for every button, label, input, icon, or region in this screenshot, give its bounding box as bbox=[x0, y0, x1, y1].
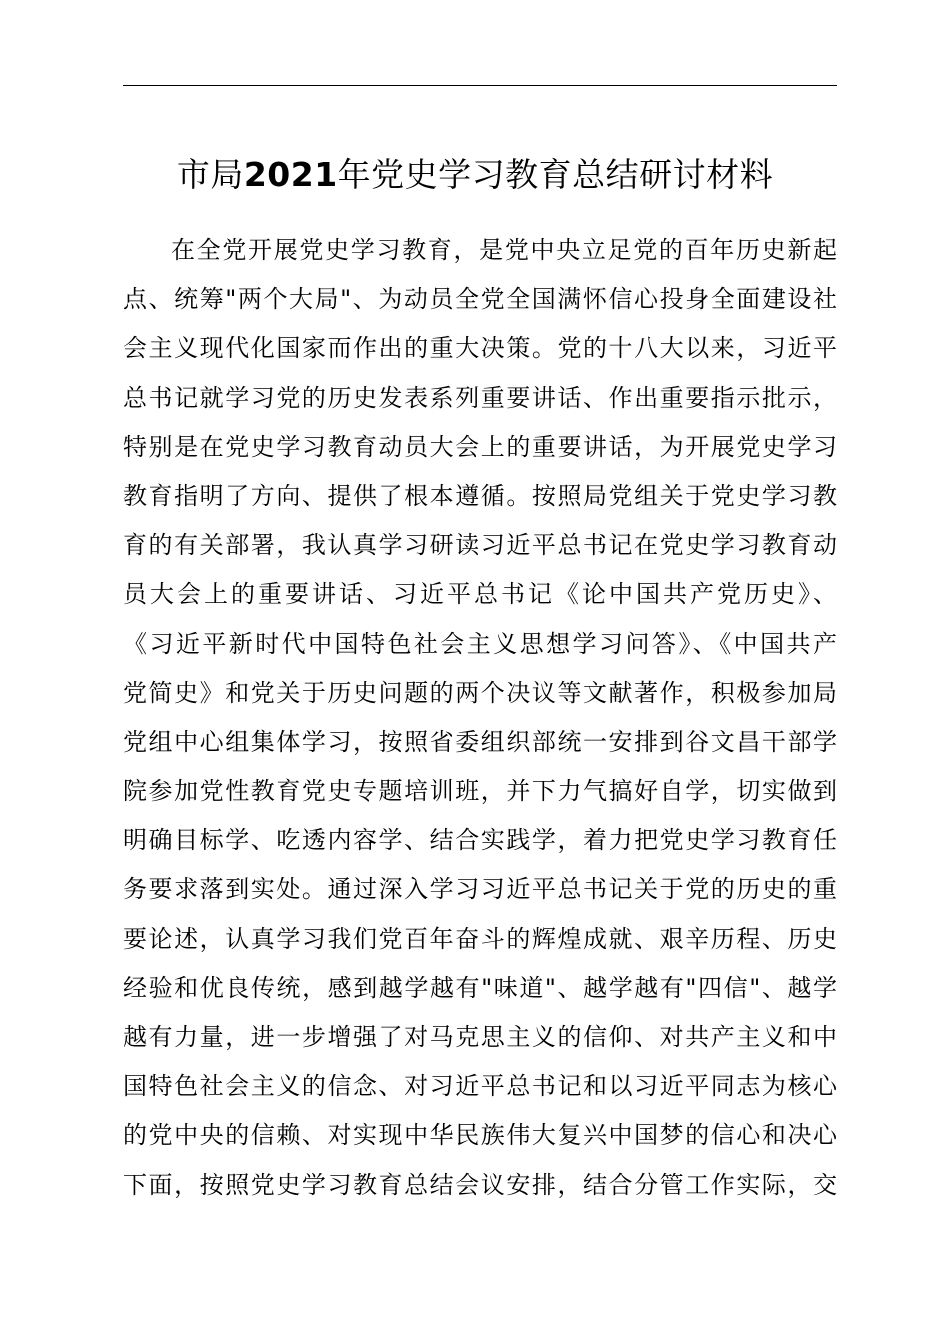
paragraph-line: 总书记就学习党的历史发表系列重要讲话、作出重要指示批示， bbox=[123, 383, 837, 412]
paragraph-line: 教育指明了方向、提供了根本遵循。按照局党组关于党史学习教 bbox=[123, 481, 837, 510]
paragraph-line: 特别是在党史学习教育动员大会上的重要讲话，为开展党史学习 bbox=[123, 432, 837, 461]
paragraph-line: 经验和优良传统，感到越学越有"味道"、越学越有"四信"、越学 bbox=[123, 973, 837, 1002]
title-year: 2021 bbox=[243, 155, 338, 194]
paragraph-line: 国特色社会主义的信念、对习近平总书记和以习近平同志为核心 bbox=[123, 1072, 837, 1101]
paragraph-line: 务要求落到实处。通过深入学习习近平总书记关于党的历史的重 bbox=[123, 875, 837, 904]
paragraph-line: 要论述，认真学习我们党百年奋斗的辉煌成就、艰辛历程、历史 bbox=[123, 924, 837, 953]
paragraph-line: 的党中央的信赖、对实现中华民族伟大复兴中国梦的信心和决心 bbox=[123, 1121, 837, 1150]
paragraph-line: 越有力量，进一步增强了对马克思主义的信仰、对共产主义和中 bbox=[123, 1023, 837, 1051]
title-suffix: 年党史学习教育总结研讨材料 bbox=[337, 155, 774, 194]
paragraph-line: 会主义现代化国家而作出的重大决策。党的十八大以来，习近平 bbox=[123, 334, 837, 363]
paragraph-line: 《习近平新时代中国特色社会主义思想学习问答》、《中国共产 bbox=[123, 629, 837, 658]
paragraph-line: 党组中心组集体学习，按照省委组织部统一安排到谷文昌干部学 bbox=[123, 727, 837, 756]
body-paragraph bbox=[123, 226, 837, 1210]
title-prefix: 市局 bbox=[176, 155, 244, 194]
paragraph-line: 党简史》和党关于历史问题的两个决议等文献著作，积极参加局 bbox=[123, 678, 837, 707]
document-title bbox=[100, 150, 850, 200]
paragraph-line: 院参加党性教育党史专题培训班，并下力气搞好自学，切实做到 bbox=[123, 777, 837, 806]
paragraph-line: 员大会上的重要讲话、习近平总书记《论中国共产党历史》、 bbox=[123, 580, 837, 609]
paragraph-line: 在全党开展党史学习教育，是党中央立足党的百年历史新起 bbox=[171, 236, 837, 264]
paragraph-line: 育的有关部署，我认真学习研读习近平总书记在党史学习教育动 bbox=[123, 531, 837, 560]
paragraph-line: 明确目标学、吃透内容学、结合实践学，着力把党史学习教育任 bbox=[123, 826, 837, 855]
paragraph-line: 点、统筹"两个大局"、为动员全党全国满怀信心投身全面建设社 bbox=[123, 285, 837, 314]
header-rule bbox=[123, 85, 837, 86]
paragraph-line: 下面，按照党史学习教育总结会议安排，结合分管工作实际，交 bbox=[123, 1170, 837, 1199]
